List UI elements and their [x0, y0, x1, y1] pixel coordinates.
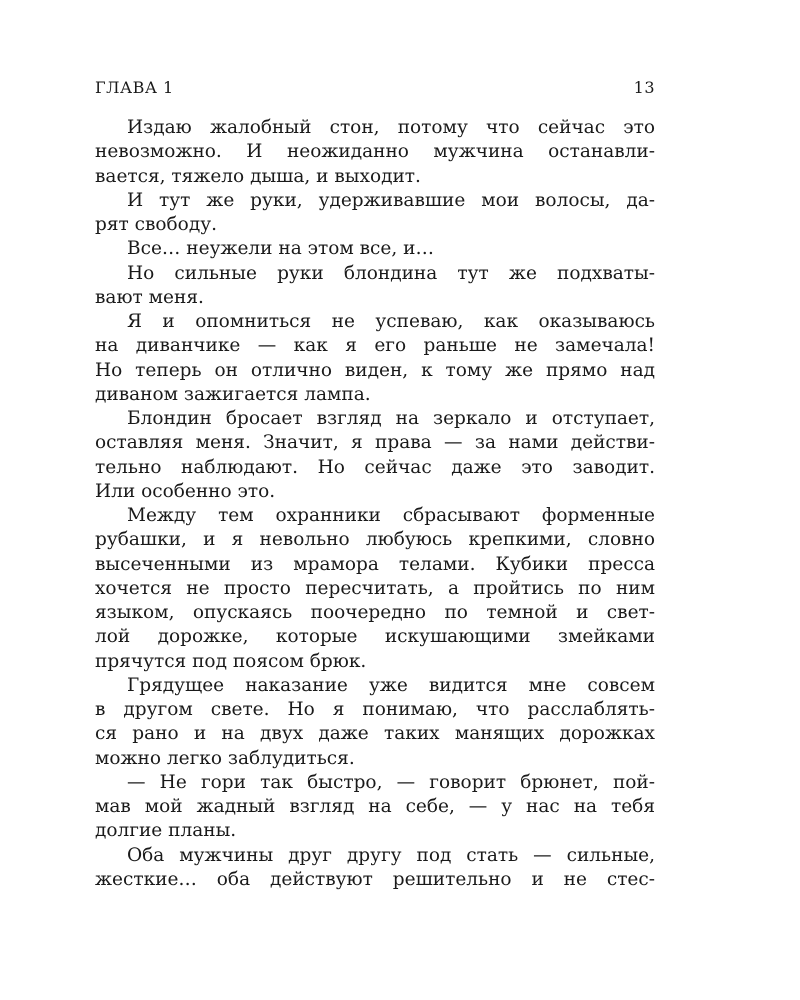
text-line: рубашки, и я невольно любуюсь крепкими, словно: [95, 529, 655, 551]
text-line: Но сильные руки блондина тут же подхваты-: [127, 262, 655, 284]
text-line: Но теперь он отлично виден, к тому же прямо над: [95, 359, 655, 381]
text-line: оставляя меня. Значит, я права — за нами действи-: [95, 432, 655, 454]
text-line: Оба мужчины друг другу под стать — сильные,: [127, 844, 655, 866]
text-line: долгие планы.: [95, 820, 237, 842]
page-number: 13: [633, 78, 655, 97]
text-line: Блондин бросает взгляд на зеркало и отступает,: [127, 408, 655, 429]
text-line: Издаю жалобный стон, потому что сейчас это: [127, 117, 655, 138]
text-line: лой дорожке, которые искушающими змейками: [95, 626, 655, 648]
text-line: И тут же руки, удерживавшие мои волосы, да-: [127, 189, 655, 211]
text-line: Или особенно это.: [95, 480, 276, 502]
text-line: высеченными из мрамора телами. Кубики пресса: [95, 553, 655, 575]
text-line: прячутся под поясом брюк.: [95, 650, 367, 672]
text-line: рят свободу.: [95, 214, 217, 235]
text-line: Все… неужели на этом все, и…: [127, 238, 434, 260]
chapter-title: ГЛАВА 1: [95, 78, 174, 97]
body-text: [95, 116, 655, 892]
text-line: ся рано и на двух даже таких манящих дорожках: [95, 723, 655, 745]
text-line: Грядущее наказание уже видится мне совсем: [127, 674, 655, 696]
text-line: в другом свете. Но я понимаю, что расслаблять-: [95, 699, 655, 720]
text-line: хочется не просто пересчитать, а пройтись по ним: [95, 577, 655, 599]
text-line: Между тем охранники сбрасывают форменные: [127, 505, 655, 526]
text-line: невозможно. И неожиданно мужчина останавли-: [95, 141, 655, 163]
text-line: Я и опомниться не успеваю, как оказываюсь: [127, 311, 655, 332]
text-line: — Не гори так быстро, — говорит брюнет, пой-: [127, 771, 655, 793]
text-line: вают меня.: [95, 286, 204, 308]
text-line: мав мой жадный взгляд на себе, — у нас на тебя: [95, 796, 655, 817]
text-line: на диванчике — как я его раньше не замечала!: [95, 335, 655, 357]
text-line: можно легко заблудиться.: [95, 747, 355, 769]
text-line: тельно наблюдают. Но сейчас даже это заводит.: [95, 456, 655, 478]
text-line: жесткие… оба действуют решительно и не стес-: [95, 868, 655, 890]
text-line: языком, опускаясь поочередно по темной и свет-: [95, 602, 655, 623]
running-head: [95, 78, 655, 100]
text-line: диваном зажигается лампа.: [95, 383, 371, 405]
text-line: вается, тяжело дыша, и выходит.: [95, 165, 421, 187]
